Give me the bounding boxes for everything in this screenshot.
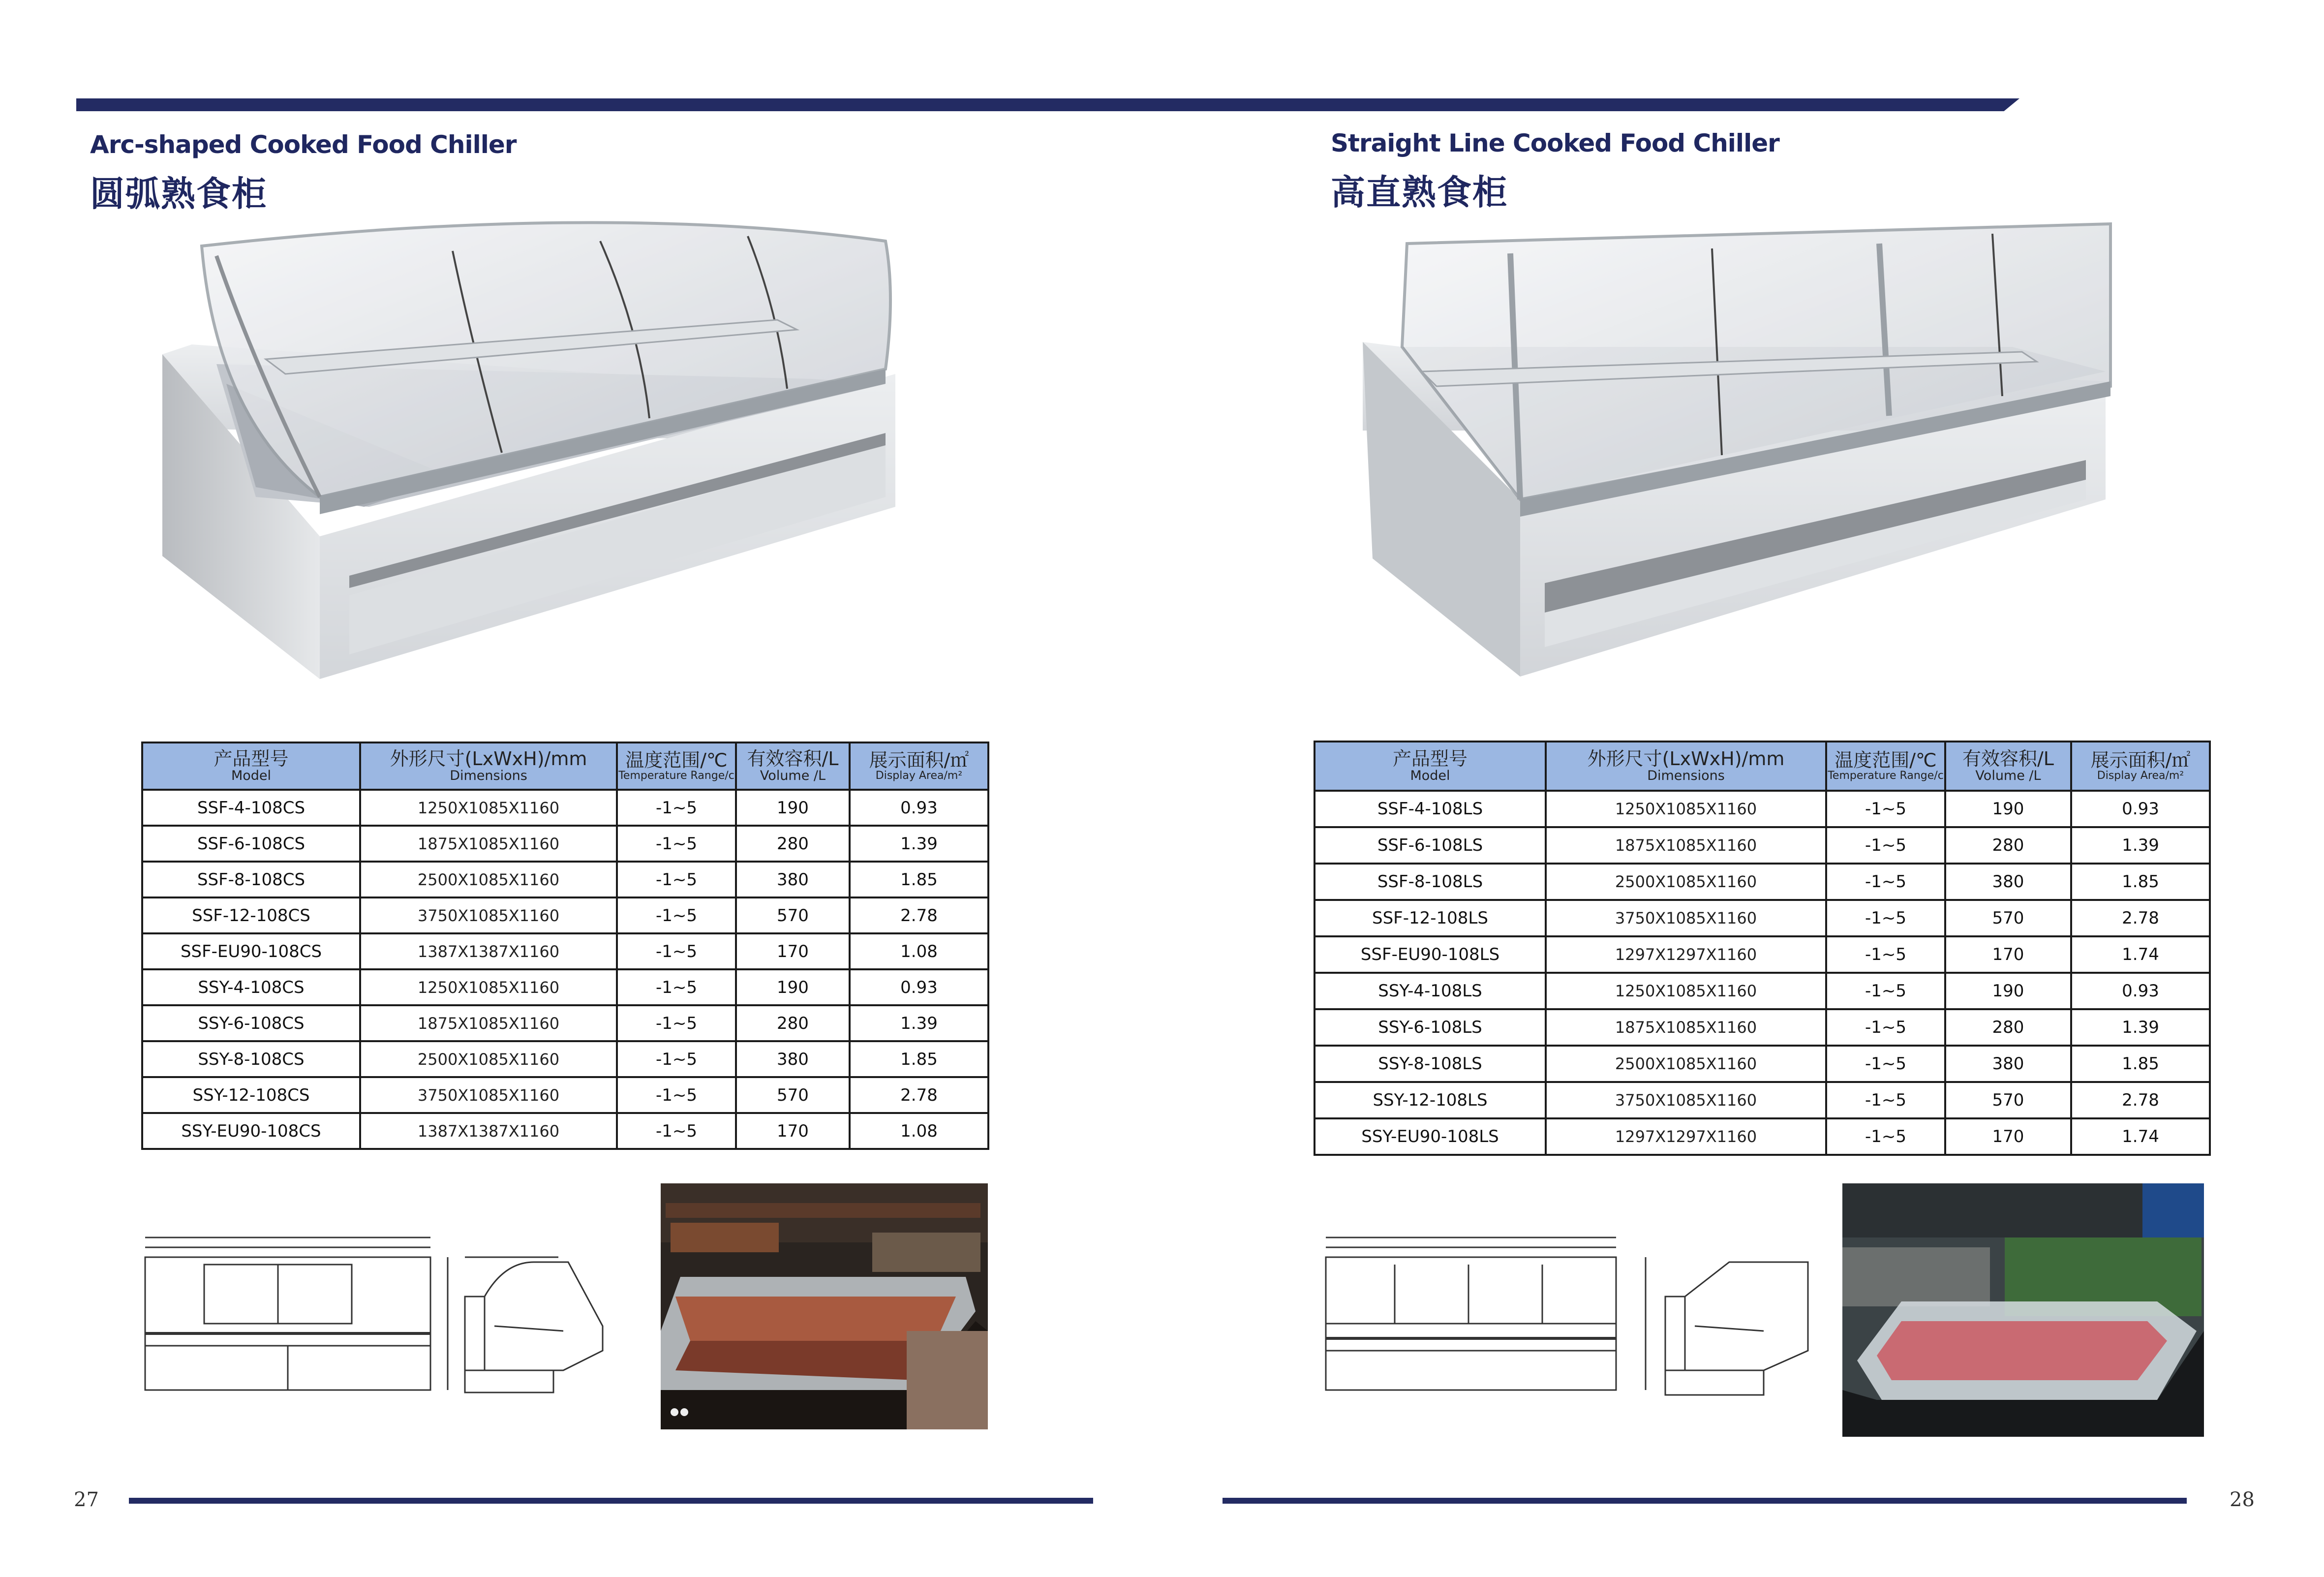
cell-volume: 280 [1945,1009,2071,1046]
cell-display-area: 1.85 [2071,1046,2210,1082]
cell-dimensions: 2500X1085X1160 [1546,864,1826,900]
cell-display-area: 0.93 [850,969,988,1005]
cell-volume: 170 [736,933,850,969]
cell-volume: 170 [736,1113,850,1149]
cell-dimensions: 1250X1085X1160 [1546,973,1826,1009]
cell-model: SSY-8-108LS [1315,1046,1546,1082]
cell-temperature: -1~5 [1826,936,1945,973]
cell-temperature: -1~5 [617,933,736,969]
col-display-area: 展示面积/㎡ Display Area/m² [850,742,988,790]
table-row [142,1077,988,1113]
table-row [142,826,988,862]
cell-display-area: 2.78 [2071,900,2210,936]
cell-volume: 280 [736,826,850,862]
table-header-row [142,742,988,790]
cell-dimensions: 1875X1085X1160 [1546,1009,1826,1046]
table-row [142,790,988,826]
col-model: 产品型号 Model [142,742,360,790]
cell-display-area: 1.39 [2071,1009,2210,1046]
table-row [1315,973,2210,1009]
cell-dimensions: 3750X1085X1160 [1546,1082,1826,1118]
table-row [1315,1118,2210,1155]
cell-display-area: 1.39 [2071,827,2210,864]
right-title-cn: 高直熟食柜 [1331,172,1508,213]
straight-chiller-image [1358,224,2125,736]
cell-model: SSF-EU90-108LS [1315,936,1546,973]
cell-temperature: -1~5 [1826,1046,1945,1082]
right-spec-table [1314,741,2211,1156]
right-footer-line [1223,1498,2187,1504]
cell-volume: 380 [736,1041,850,1077]
table-row [142,862,988,897]
cell-temperature: -1~5 [617,826,736,862]
cell-volume: 280 [1945,827,2071,864]
cell-display-area: 2.78 [850,897,988,933]
cell-dimensions: 1250X1085X1160 [360,969,617,1005]
cell-dimensions: 1875X1085X1160 [360,1005,617,1041]
cell-display-area: 1.74 [2071,936,2210,973]
cell-display-area: 0.93 [2071,791,2210,827]
cell-display-area: 0.93 [850,790,988,826]
cell-temperature: -1~5 [617,1077,736,1113]
cell-volume: 190 [736,969,850,1005]
col-dimensions: 外形尺寸(LxWxH)/mm Dimensions [360,742,617,790]
cell-dimensions: 2500X1085X1160 [1546,1046,1826,1082]
cell-model: SSF-12-108CS [142,897,360,933]
cell-model: SSY-6-108LS [1315,1009,1546,1046]
cell-volume: 170 [1945,1118,2071,1155]
table-row [1315,864,2210,900]
cell-model: SSF-6-108CS [142,826,360,862]
right-title-en: Straight Line Cooked Food Chiller [1331,129,1779,157]
cell-dimensions: 2500X1085X1160 [360,862,617,897]
cell-temperature: -1~5 [617,1041,736,1077]
cell-volume: 570 [736,897,850,933]
cell-model: SSF-4-108LS [1315,791,1546,827]
cell-temperature: -1~5 [1826,1118,1945,1155]
cell-temperature: -1~5 [617,897,736,933]
col-volume: 有效容积/L Volume /L [736,742,850,790]
cell-dimensions: 1875X1085X1160 [360,826,617,862]
col-temperature: 温度范围/℃ Temperature Range/c [617,742,736,790]
table-row [142,933,988,969]
cell-dimensions: 1297X1297X1160 [1546,936,1826,973]
cell-temperature: -1~5 [617,790,736,826]
cell-model: SSY-6-108CS [142,1005,360,1041]
cell-temperature: -1~5 [1826,864,1945,900]
straight-chiller-tech-drawing [1321,1228,1813,1415]
arc-chiller-tech-drawing [140,1228,608,1405]
cell-model: SSF-12-108LS [1315,900,1546,936]
left-page-number: 27 [74,1488,99,1511]
col-model: 产品型号 Model [1315,742,1546,791]
cell-temperature: -1~5 [1826,1082,1945,1118]
cell-display-area: 1.39 [850,826,988,862]
cell-temperature: -1~5 [617,969,736,1005]
col-volume: 有效容积/L Volume /L [1945,742,2071,791]
cell-dimensions: 3750X1085X1160 [360,1077,617,1113]
cell-volume: 570 [1945,1082,2071,1118]
table-row [1315,1009,2210,1046]
cell-volume: 170 [1945,936,2071,973]
arc-chiller-image [157,221,925,733]
cell-model: SSF-8-108CS [142,862,360,897]
cell-volume: 570 [1945,900,2071,936]
cell-dimensions: 3750X1085X1160 [360,897,617,933]
cell-dimensions: 3750X1085X1160 [1546,900,1826,936]
cell-volume: 380 [1945,864,2071,900]
cell-display-area: 0.93 [2071,973,2210,1009]
table-row [142,897,988,933]
cell-display-area: 2.78 [2071,1082,2210,1118]
table-header-row [1315,742,2210,791]
cell-model: SSF-EU90-108CS [142,933,360,969]
cell-model: SSY-4-108CS [142,969,360,1005]
cell-temperature: -1~5 [617,1005,736,1041]
cell-volume: 190 [736,790,850,826]
cell-temperature: -1~5 [617,862,736,897]
cell-model: SSY-4-108LS [1315,973,1546,1009]
cell-dimensions: 1250X1085X1160 [360,790,617,826]
left-footer-line [129,1498,1093,1504]
cell-display-area: 2.78 [850,1077,988,1113]
cell-volume: 190 [1945,791,2071,827]
arc-chiller-store-photo [661,1183,988,1429]
straight-chiller-store-photo [1842,1183,2204,1437]
cell-dimensions: 1875X1085X1160 [1546,827,1826,864]
cell-temperature: -1~5 [617,1113,736,1149]
cell-display-area: 1.39 [850,1005,988,1041]
cell-volume: 280 [736,1005,850,1041]
cell-model: SSY-8-108CS [142,1041,360,1077]
col-display-area: 展示面积/㎡ Display Area/m² [2071,742,2210,791]
cell-dimensions: 2500X1085X1160 [360,1041,617,1077]
left-title-cn: 圆弧熟食柜 [90,174,267,214]
col-dimensions: 外形尺寸(LxWxH)/mm Dimensions [1546,742,1826,791]
cell-temperature: -1~5 [1826,973,1945,1009]
cell-temperature: -1~5 [1826,827,1945,864]
left-spec-table [141,742,989,1150]
cell-display-area: 1.85 [850,1041,988,1077]
cell-model: SSY-12-108CS [142,1077,360,1113]
cell-volume: 570 [736,1077,850,1113]
cell-model: SSY-12-108LS [1315,1082,1546,1118]
cell-display-area: 1.85 [2071,864,2210,900]
cell-volume: 190 [1945,973,2071,1009]
table-row [1315,936,2210,973]
table-row [142,1113,988,1149]
cell-volume: 380 [736,862,850,897]
table-row [1315,827,2210,864]
cell-display-area: 1.74 [2071,1118,2210,1155]
cell-display-area: 1.08 [850,1113,988,1149]
right-page-number: 28 [2230,1488,2255,1511]
left-title-en: Arc-shaped Cooked Food Chiller [90,130,517,159]
table-row [1315,1046,2210,1082]
table-row [142,1005,988,1041]
cell-temperature: -1~5 [1826,791,1945,827]
cell-dimensions: 1297X1297X1160 [1546,1118,1826,1155]
cell-model: SSF-4-108CS [142,790,360,826]
cell-model: SSY-EU90-108LS [1315,1118,1546,1155]
table-row [1315,791,2210,827]
cell-temperature: -1~5 [1826,900,1945,936]
header-bar [76,98,2019,111]
table-row [1315,900,2210,936]
table-row [142,1041,988,1077]
cell-volume: 380 [1945,1046,2071,1082]
cell-dimensions: 1250X1085X1160 [1546,791,1826,827]
table-row [142,969,988,1005]
cell-model: SSF-8-108LS [1315,864,1546,900]
cell-model: SSY-EU90-108CS [142,1113,360,1149]
table-row [1315,1082,2210,1118]
cell-display-area: 1.85 [850,862,988,897]
cell-model: SSF-6-108LS [1315,827,1546,864]
cell-temperature: -1~5 [1826,1009,1945,1046]
cell-dimensions: 1387X1387X1160 [360,1113,617,1149]
cell-dimensions: 1387X1387X1160 [360,933,617,969]
cell-display-area: 1.08 [850,933,988,969]
col-temperature: 温度范围/℃ Temperature Range/c [1826,742,1945,791]
